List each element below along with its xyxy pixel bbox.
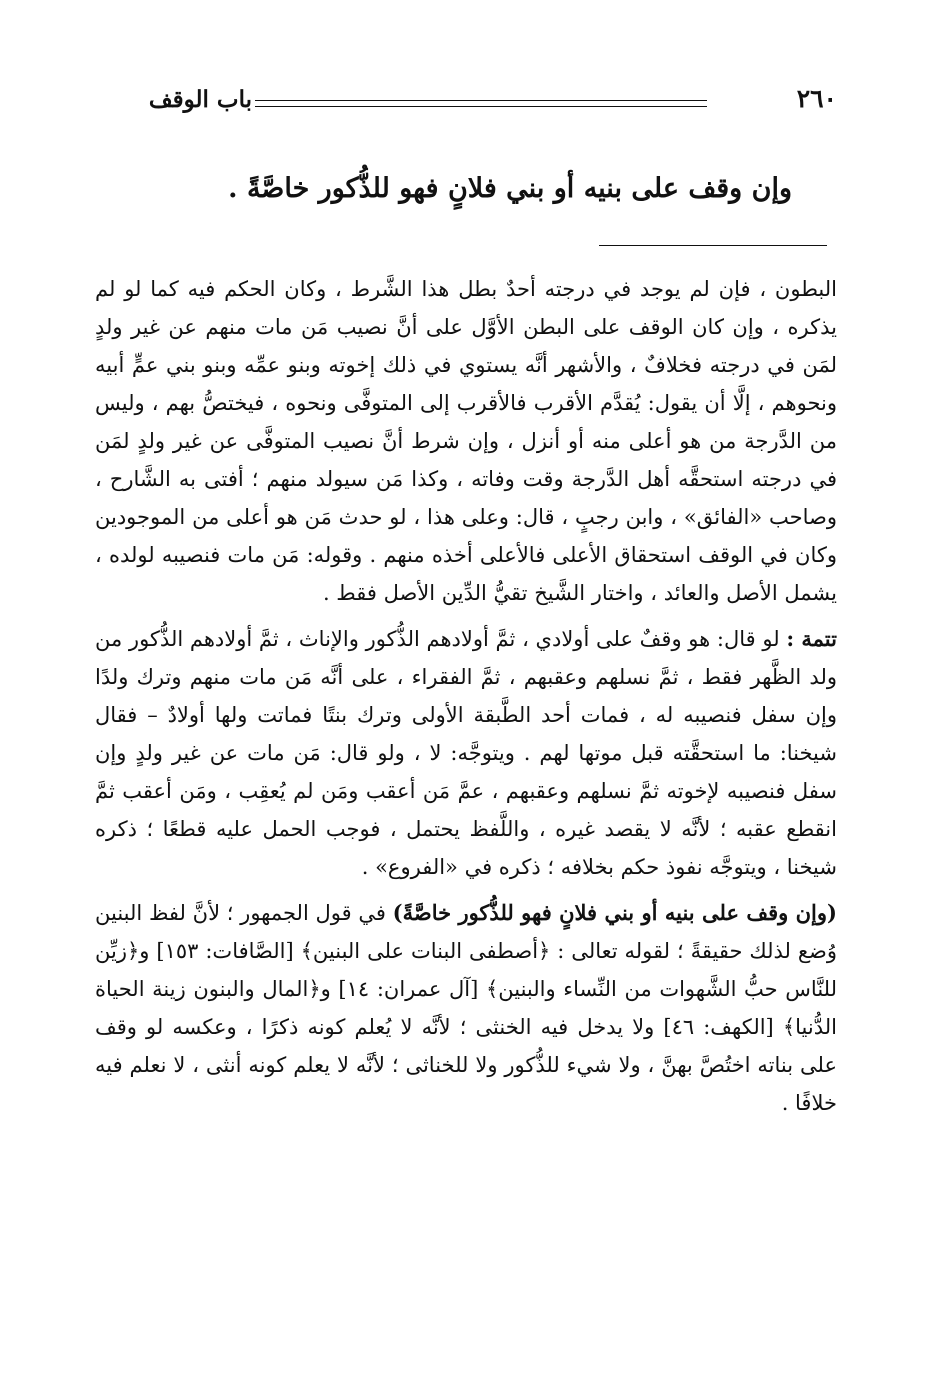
paragraph-lead: (وإن وقف على بنيه أو بني فلانٍ فهو للذُّكور خاصَّةً) — [392, 900, 837, 925]
commentary-paragraph — [95, 270, 837, 612]
running-header — [95, 82, 837, 126]
paragraph-text: في قول الجمهور ؛ لأنَّ لفظ البنين وُضع لذلك حقيقةً ؛ لقوله تعالى : ﴿أصطفى البنات على البنين﴾ [الصَّافات: ١٥٣] و﴿زيِّن للنَّاس حبُّ الشَّهوات من النِّساء والبنين﴾ [آل عمران: ١٤] و﴿المال والبنون زينة الحياة الدُّنيا﴾ [الكهف: ٤٦] ولا يدخل فيه الخنثى ؛ لأنَّه لا يُعلم كونه ذكرًا ، وعكسه لو وقف على بناته اختُصَّ بهنَّ ، ولا شيء للذُّكور ولا للخناثى ؛ لأنَّه لا يعلم كونه أنثى ، لا نعلم فيه خلافًا . — [95, 901, 838, 1115]
page-number: ٢٦٠ — [796, 84, 837, 113]
header-double-rule — [255, 100, 707, 107]
matn-text: وإن وقف على بنيه أو بني فلانٍ فهو للذُّكور خاصَّةً . — [228, 173, 792, 204]
chapter-title: باب الوقف — [148, 86, 252, 113]
paragraph-text: البطون ، فإن لم يوجد في درجته أحدٌ بطل هذا الشَّرط ، وكان الحكم فيه كما لو لم يذكره ، وإن كان الوقف على البطن الأوَّل على أنَّ نصيب مَن مات منهم عن غير ولدٍ لمَن في درجته فخلافٌ ، والأشهر أنَّه يستوي في ذلك إخوته وبنو عمِّه وبنو بني عمٍّ أبيه ونحوهم ، إلَّا أن يقول: يُقدَّم الأقرب فالأقرب إلى المتوفَّى ونحوه ، فيختصُّ بهم ، وليس من الدَّرجة من هو أعلى منه أو أنزل ، وإن شرط أنَّ نصيب المتوفَّى عن غير ولدٍ لمَن في درجته استحقَّه أهل الدَّرجة وقت وفاته ، وكذا مَن سيولد منهم ؛ أفتى به الشَّارح ، وصاحب «الفائق» ، وابن رجبٍ ، قال: وعلى هذا ، لو حدث مَن هو أعلى من الموجودين وكان في الوقف استحقاق الأعلى فالأعلى أخذه منهم . وقوله: مَن مات فنصيبه لولده ، يشمل الأصل والعائد ، واختار الشَّيخ تقيُّ الدِّين الأصل فقط . — [95, 277, 837, 605]
book-page — [95, 82, 837, 1322]
paragraph-lead: تتمة : — [786, 626, 837, 651]
commentary-paragraph — [95, 894, 837, 1122]
paragraph-text: لو قال: هو وقفٌ على أولادي ، ثمَّ أولادهم الذُّكور والإناث ، ثمَّ أولادهم الذُّكور من ولد الظَّهر فقط ، ثمَّ نسلهم وعقبهم ، ثمَّ الفقراء ، على أنَّه مَن مات منهم وترك ولدًا وإن سفل فنصيبه له ، فمات أحد الطَّبقة الأولى وترك بنتًا فماتت ولها أولادٌ – فقال شيخنا: ما استحقَّته قبل موتها لهم . ويتوجَّه: لا ، ولو قال: مَن مات عن غير ولدٍ وإن سفل فنصيبه لإخوته ثمَّ نسلهم وعقبهم ، عمَّ مَن أعقب ومَن لم يُعقِب ، ومَن أعقب ثمَّ انقطع عقبه ؛ لأنَّه لا يقصد غيره ، واللَّفظ يحتمل ، فوجب الحمل عليه قطعًا ؛ ذكره شيخنا ، ويتوجَّه نفوذ حكم بخلافه ؛ ذكره في «الفروع» . — [95, 627, 837, 879]
commentary-body — [95, 270, 837, 1130]
commentary-paragraph — [95, 620, 837, 886]
section-separator-rule — [599, 245, 827, 246]
